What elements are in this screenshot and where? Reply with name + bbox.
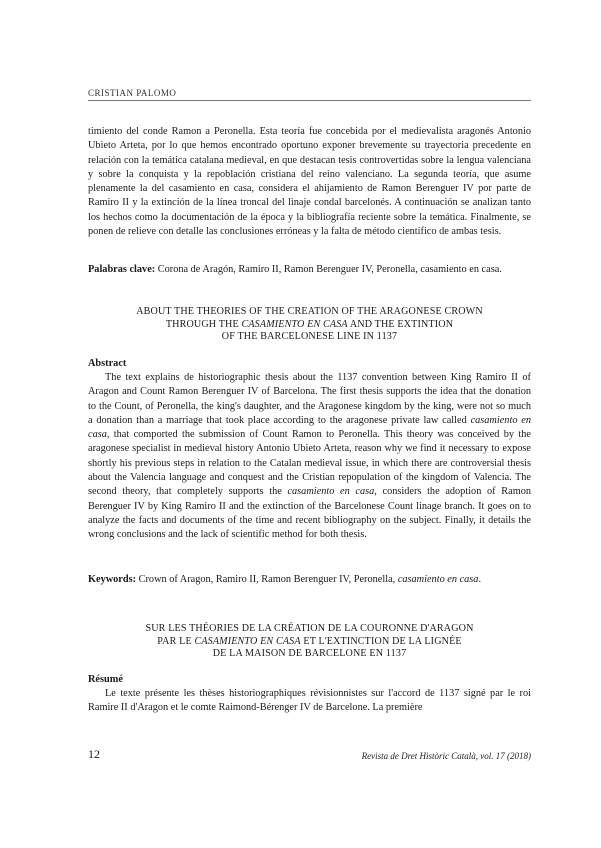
palabras-clave-label: Palabras clave: bbox=[88, 264, 156, 275]
french-title-line2: PAR LE CASAMIENTO EN CASA ET L'EXTINCTION DE LA LIGNÉE bbox=[157, 635, 462, 647]
header-rule bbox=[88, 100, 531, 101]
abstract-heading: Abstract bbox=[88, 358, 127, 369]
english-title-line2: THROUGH THE CASAMIENTO EN CASA AND THE EXTINTION bbox=[165, 318, 454, 330]
palabras-clave-text: Corona de Aragón, Ramiro II, Ramon Berenguer IV, Peronella, casamiento en casa. bbox=[155, 264, 502, 275]
abstract-section bbox=[88, 357, 531, 543]
resume-heading: Résumé bbox=[88, 674, 123, 685]
french-title bbox=[88, 623, 531, 661]
journal-citation: Revista de Dret Històric Català, vol. 17 (2018) bbox=[361, 751, 531, 761]
resume-paragraph: Le texte présente les thèses historiographiques révisionnistes sur l'accord de 1137 signé par le roi Ramire II d'Aragon et le comte Raimond-Bérenger IV de Barcelone. La première bbox=[88, 688, 531, 714]
english-title-line1: ABOUT THE THEORIES OF THE CREATION OF THE ARAGONESE CROWN bbox=[136, 306, 483, 317]
keywords-label: Keywords: bbox=[88, 574, 137, 585]
english-title-line3: OF THE BARCELONESE LINE IN 1137 bbox=[221, 331, 398, 343]
resume-section bbox=[88, 673, 531, 716]
french-title-line1: SUR LES THÉORIES DE LA CRÉATION DE LA COURONNE D'ARAGON bbox=[145, 623, 474, 634]
spanish-abstract-paragraph: timiento del conde Ramon a Peronella. Esta teoría fue concebida por el medievalista aragonés Antonio Ubieto Arteta, por lo que hemos encontrado oportuno exponer brevemente su trayectoria precedente en relación con la temática catalana medieval, en que destacan tesis controvertidas sobre la lengua valenciana y sobre la conquista y la repoblación cristiana del reino valenciano. La segunda teoría, que asume plenamente la del casamiento en casa, considera el ahijamiento de Ramon Berenguer IV por parte de Ramiro II y la extinción de la línea troncal del linaje condal barcelonés. A continuación se analizan tanto los hechos como la documentación de la época y la bibliografía reciente sobre la temática. Finalmente, se ponen de relieve con detalle las conclusiones erróneas y la falta de método científico de ambas tesis. bbox=[88, 126, 531, 238]
page-number: 12 bbox=[88, 747, 100, 761]
english-title bbox=[88, 306, 531, 344]
keywords-paragraph: Keywords: Crown of Aragon, Ramiro II, Ramon Berenguer IV, Peronella, casamiento en casa. bbox=[88, 574, 482, 585]
french-title-line3: DE LA MAISON DE BARCELONE EN 1137 bbox=[212, 648, 407, 660]
spanish-abstract-continued bbox=[88, 125, 531, 239]
palabras-clave bbox=[88, 263, 531, 277]
keywords bbox=[88, 573, 531, 587]
palabras-clave-paragraph bbox=[88, 263, 531, 277]
abstract-paragraph: The text explains de historiographic thesis about the 1137 convention between King Ramiro II of Aragon and Count Ramon Berenguer IV of Barcelona. The first thesis supports the idea that the donation to the Count, of Peronella, the king's daughter, and the Aragonese kingdom by the king, were not so much a donation than a marriage that took place according to the aragonese private law called casamiento en casa, that comported the submission of Count Ramon to Peronella. This theory was conceived by the aragonese specialist in medieval history Antonio Ubieto Arteta, reason why we find it necessary to expose shortly his previous steps in relation to the Catalan medieval issue, in which there are controversial thesis about the Valencia language and conquest and the Cristian repopulation of the kingdom of Valencia. The second theory, that completely supports the casamiento en casa, considers the adoption of Ramon Berenguer IV by King Ramiro II and the extinction of the Barcelonese Count linage branch. It goes on to analyze the facts and documents of the time and recent bibliography on the subject. Finally, it details the wrong conclusions and the lack of scientific method for both thesis. bbox=[88, 372, 531, 541]
running-header: CRISTIAN PALOMO bbox=[88, 88, 177, 98]
